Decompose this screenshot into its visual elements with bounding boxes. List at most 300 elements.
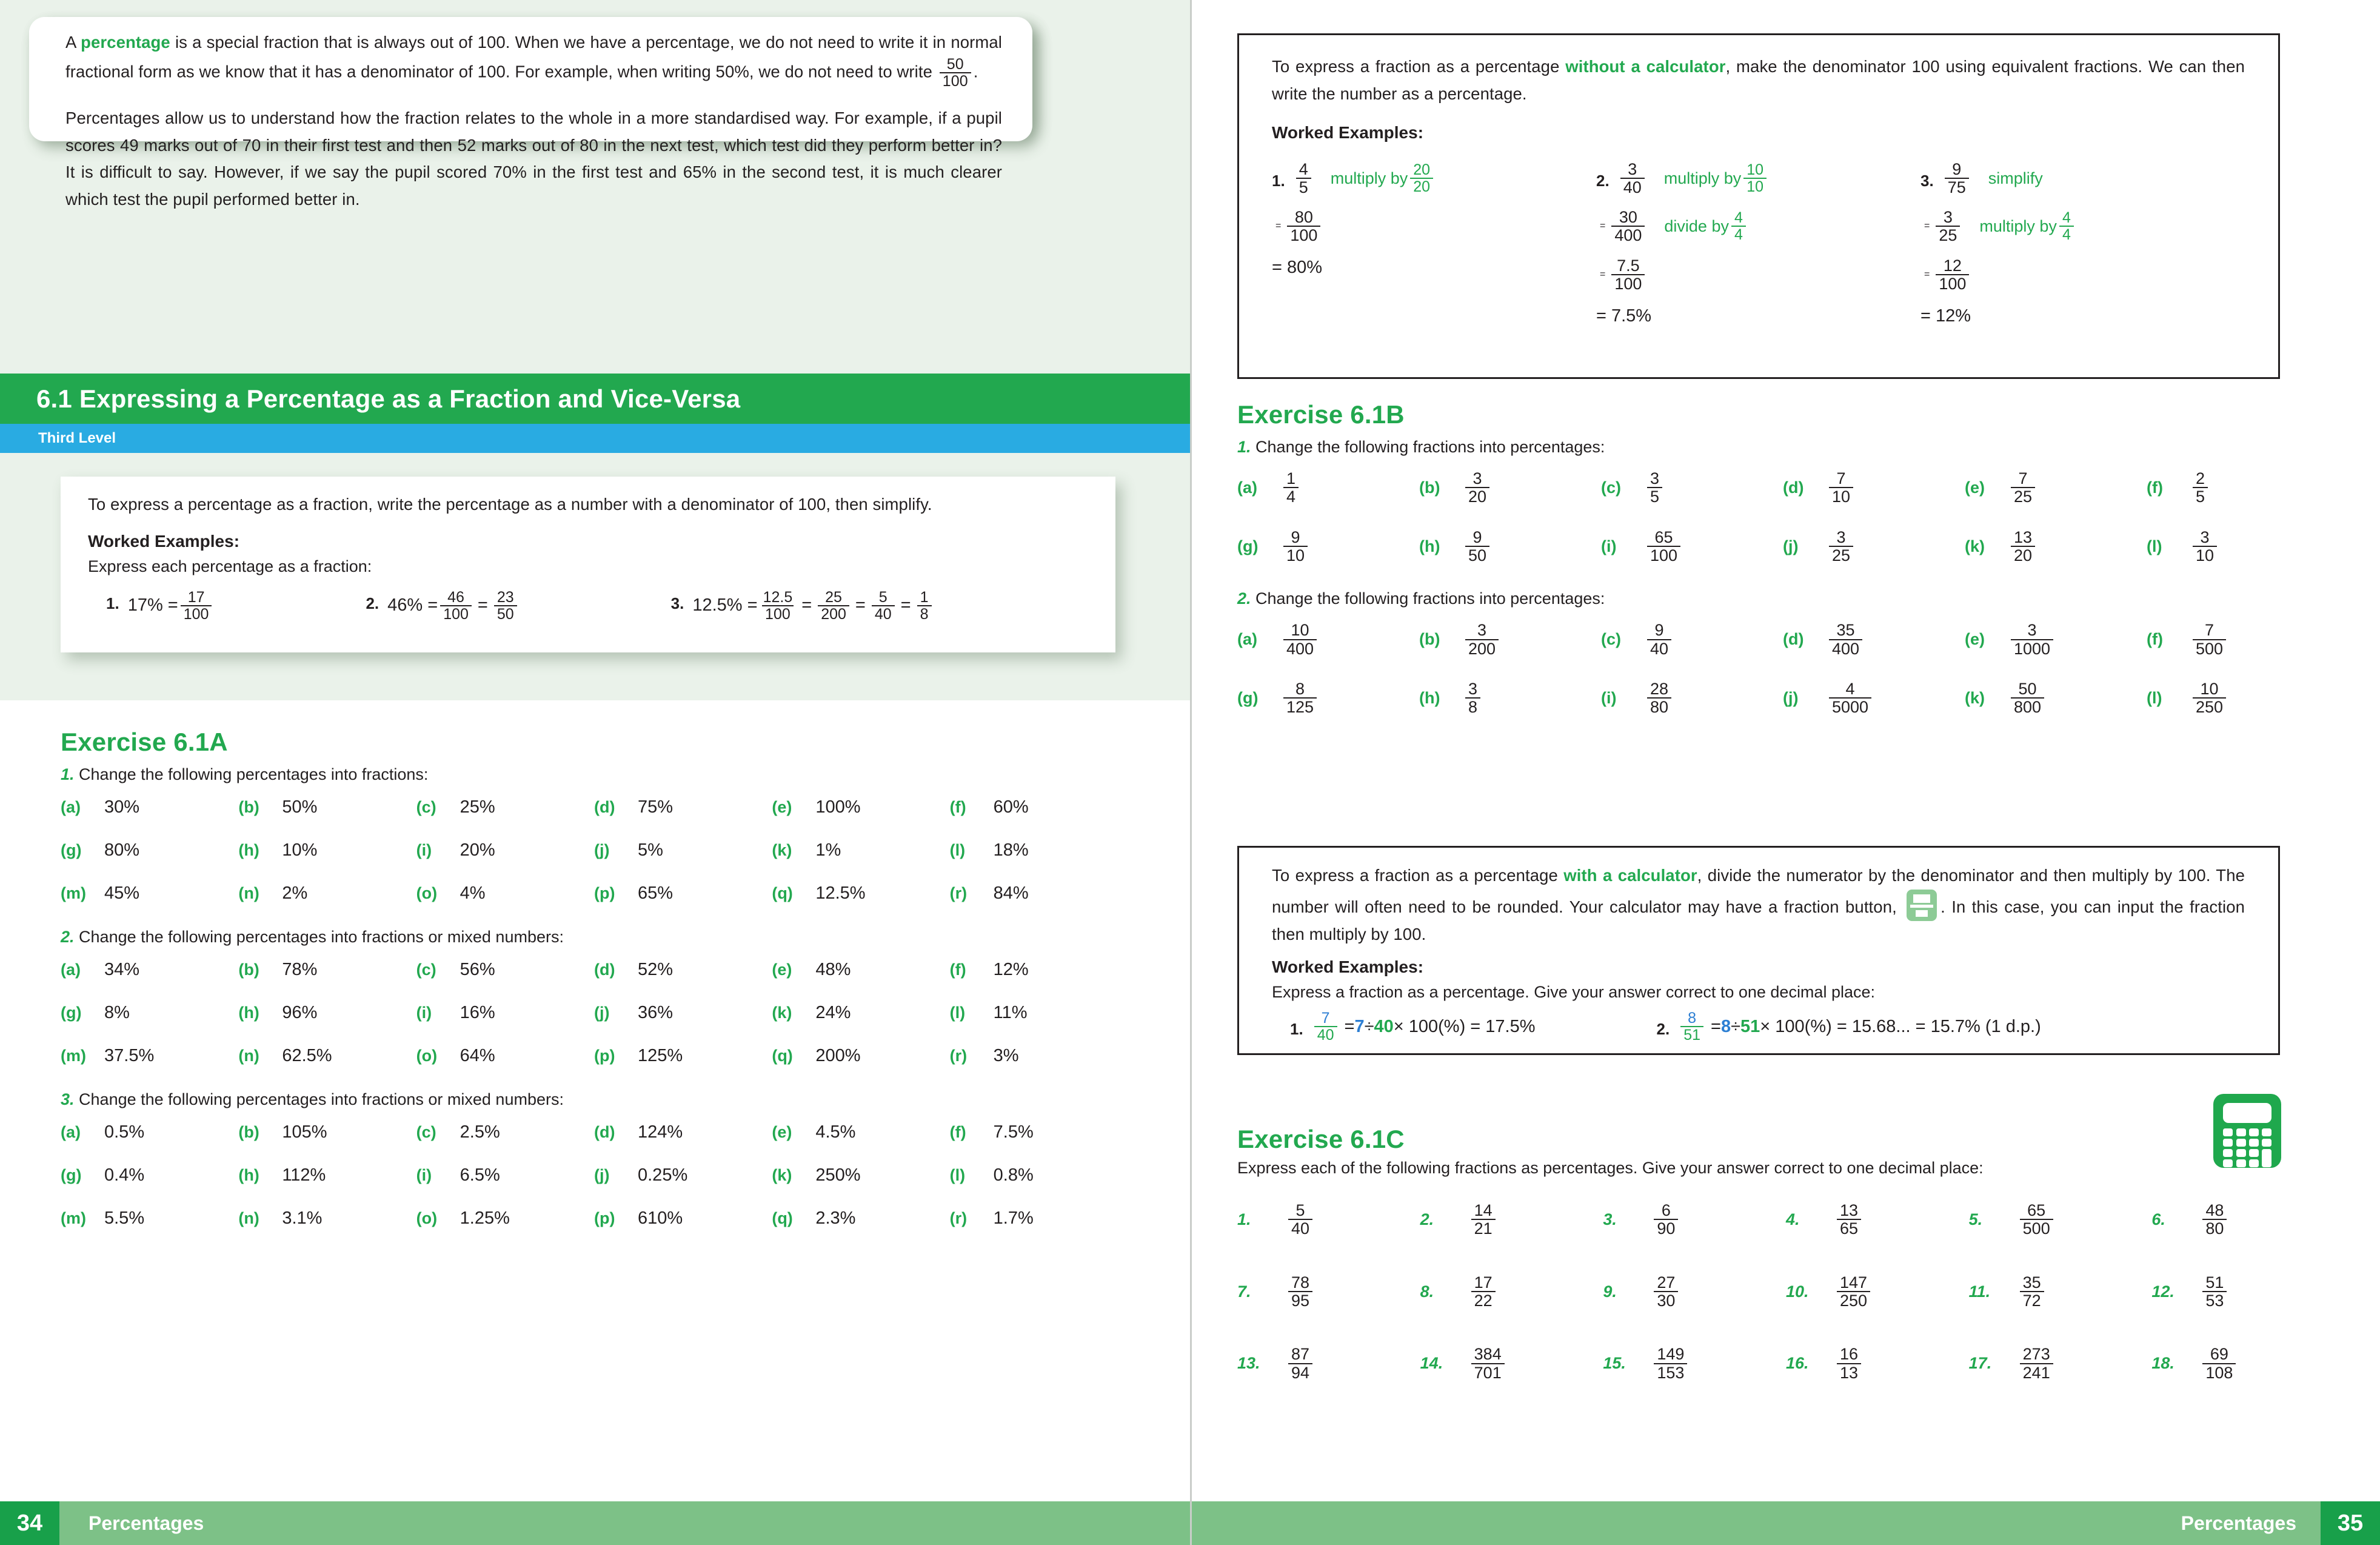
question-item xyxy=(61,1122,238,1142)
item-label: (a) xyxy=(61,1123,81,1141)
item-value: 1.25% xyxy=(460,1208,510,1228)
item-label: (r) xyxy=(949,1047,968,1065)
item-value: 610% xyxy=(638,1208,683,1228)
question-item xyxy=(416,840,594,860)
item-label: (m) xyxy=(61,1047,86,1065)
item-value: 3% xyxy=(993,1046,1019,1065)
worked-line-step2 xyxy=(1596,250,1920,299)
question-item xyxy=(950,1165,1128,1185)
item-value xyxy=(1463,680,1483,716)
question-item xyxy=(772,883,949,903)
item-value: 4% xyxy=(460,883,486,903)
worked-examples-heading: Worked Examples: xyxy=(88,531,240,551)
question-item xyxy=(950,1122,1128,1142)
item-label: 5. xyxy=(1968,1210,1983,1228)
question-item xyxy=(1237,529,1419,565)
item-value xyxy=(1286,1274,1315,1310)
fraction-denominator: 75 xyxy=(1945,178,1969,196)
item-value: 34% xyxy=(104,960,140,979)
worked-example-body xyxy=(387,589,520,623)
item-value xyxy=(1651,1202,1680,1238)
worked-line-result xyxy=(1596,299,1920,333)
fraction-denominator: 100 xyxy=(1611,274,1645,292)
question-item xyxy=(950,1003,1128,1023)
item-value: 8% xyxy=(104,1003,130,1022)
fraction-numerator: 78 xyxy=(1291,1273,1310,1292)
worked-example xyxy=(1290,1010,1536,1044)
question-item xyxy=(1965,470,2147,506)
nocalc-keyword: without a calculator xyxy=(1565,57,1726,76)
fraction-numerator: 27 xyxy=(1657,1273,1676,1292)
fraction-denominator: 400 xyxy=(1611,226,1645,244)
item-label: (n) xyxy=(238,1209,259,1227)
fraction xyxy=(760,589,796,623)
item-label: (n) xyxy=(238,1047,259,1065)
fraction xyxy=(1837,1346,1861,1381)
question-item xyxy=(1420,1274,1603,1310)
fraction xyxy=(1283,680,1317,716)
item-value xyxy=(2200,1346,2238,1381)
question-item xyxy=(1783,529,1965,565)
item-value: 2.5% xyxy=(460,1122,500,1142)
fraction xyxy=(1945,161,1969,196)
worked-note-text: simplify xyxy=(1988,169,2043,187)
item-label: (l) xyxy=(2147,688,2162,707)
item-label: (i) xyxy=(416,1166,432,1184)
fraction-numerator: 149 xyxy=(1657,1345,1685,1364)
item-value xyxy=(1834,1274,1873,1310)
item-value xyxy=(1463,529,1492,565)
item-label: (c) xyxy=(416,1123,436,1141)
calc-text-a: To express a fraction as a percentage xyxy=(1272,866,1564,885)
question-items-grid xyxy=(1237,470,2328,564)
fraction xyxy=(1829,470,1853,506)
item-value: 12.5% xyxy=(815,883,866,903)
item-value: 1% xyxy=(815,840,841,860)
question-item xyxy=(1237,680,1419,716)
item-label: (c) xyxy=(416,960,436,979)
worked-heading-nocalc: Worked Examples: xyxy=(1272,123,1424,142)
item-value xyxy=(1286,1202,1315,1238)
question-items-grid xyxy=(61,797,1128,903)
item-label: (a) xyxy=(61,960,81,979)
intro-paragraph-1 xyxy=(65,29,1002,89)
question-item xyxy=(1601,622,1783,657)
fraction-denominator: 53 xyxy=(2202,1291,2227,1309)
item-value xyxy=(1645,529,1683,565)
item-label: 11. xyxy=(1968,1282,1991,1301)
question-item xyxy=(1603,1274,1786,1310)
question-item xyxy=(772,1122,949,1142)
question-item xyxy=(594,1122,772,1142)
fraction-numerator: 3 xyxy=(1650,469,1660,488)
fraction-denominator: 200 xyxy=(818,605,849,622)
item-label: (b) xyxy=(238,1123,259,1141)
fraction-numerator: 7 xyxy=(1836,469,1846,488)
exercise-6-1b-questions xyxy=(1237,438,2328,716)
question-item xyxy=(416,960,594,980)
worked-line-start xyxy=(1920,155,2245,202)
percentage-keyword: percentage xyxy=(81,33,170,52)
item-label: (f) xyxy=(949,798,966,816)
item-value: 65% xyxy=(638,883,674,903)
fraction-numerator: 46 xyxy=(447,588,464,606)
fraction xyxy=(1283,470,1299,506)
question-item xyxy=(61,1165,238,1185)
question-item xyxy=(238,1122,416,1142)
item-label: (p) xyxy=(594,884,615,902)
question-item xyxy=(950,1046,1128,1066)
question-prompt xyxy=(61,928,1128,947)
worked-examples-calc xyxy=(1272,1010,2245,1044)
item-value: 5.5% xyxy=(104,1208,145,1228)
rule-text-with-calculator xyxy=(1272,862,2245,948)
question-item xyxy=(1965,529,2147,565)
question-item xyxy=(1969,1274,2152,1310)
item-label: 2. xyxy=(1420,1210,1434,1228)
question-item xyxy=(416,883,594,903)
fraction-denominator: 13 xyxy=(1837,1363,1861,1381)
fraction xyxy=(1647,470,1662,506)
worked-example-number: 3. xyxy=(670,594,684,612)
item-value: 1.7% xyxy=(993,1208,1034,1228)
question-item xyxy=(1783,470,1965,506)
worked-line-start xyxy=(1596,155,1920,202)
fraction-denominator: 100 xyxy=(1287,226,1320,244)
fraction-numerator: 80 xyxy=(1294,207,1313,226)
item-label: (d) xyxy=(594,798,615,816)
fraction-denominator: 90 xyxy=(1654,1219,1678,1237)
item-label: (e) xyxy=(772,960,792,979)
item-value: 60% xyxy=(993,797,1029,817)
rule-box-no-calculator-content xyxy=(1272,53,2245,333)
fraction-denominator: 10 xyxy=(1743,178,1767,195)
item-label: (f) xyxy=(949,960,966,979)
fraction-denominator: 40 xyxy=(1647,639,1671,657)
item-value xyxy=(1827,680,1874,716)
worked-note xyxy=(1979,210,2076,243)
question-item xyxy=(1965,622,2147,657)
fraction xyxy=(440,589,472,623)
exercise-6-1b xyxy=(1237,400,2328,716)
fraction-numerator: 147 xyxy=(1839,1273,1868,1292)
question-number: 3. xyxy=(61,1090,75,1108)
fraction-numerator: 35 xyxy=(2022,1273,2041,1292)
fraction-denominator: 94 xyxy=(1288,1363,1312,1381)
exercise-6-1c xyxy=(1237,1125,2335,1381)
fraction xyxy=(1471,1346,1505,1381)
fraction xyxy=(2011,622,2053,657)
fraction-denominator: 701 xyxy=(1471,1363,1505,1381)
intro-paragraph-2: Percentages allow us to understand how the fraction relates to the whole in a more standardised way. For example, if a pupil scores 49 marks out of 70 in their first test and then 52 marks out of 80 in the next test, which test did they perform better in? It is difficult to say. However, if we say the pupil scored 70% in the first test and 65% in the second test, it is much clearer which test the pupil performed better in. xyxy=(65,109,1002,209)
worked-example xyxy=(671,589,934,623)
question-prompt xyxy=(1237,589,2328,608)
worked-example-lhs: 46% = xyxy=(387,595,438,615)
item-value: 84% xyxy=(993,883,1029,903)
item-value: 112% xyxy=(282,1165,326,1185)
fraction-denominator: 95 xyxy=(1288,1291,1312,1309)
fraction xyxy=(2020,1346,2053,1381)
item-label: (a) xyxy=(1237,630,1257,649)
item-label: (h) xyxy=(238,1004,259,1022)
nocalc-text-a: To express a fraction as a percentage xyxy=(1272,57,1566,76)
question-item xyxy=(61,883,238,903)
fraction xyxy=(1611,257,1645,293)
worked-examples-lead: Express each percentage as a fraction: xyxy=(88,557,372,575)
item-value xyxy=(1469,1274,1498,1310)
fraction xyxy=(1288,1202,1312,1238)
question-item xyxy=(238,1046,416,1066)
equals-sign: = xyxy=(1600,221,1606,232)
fraction-denominator: 40 xyxy=(1314,1026,1337,1043)
worked-heading-calc: Worked Examples: xyxy=(1272,957,1424,977)
fraction xyxy=(1620,161,1645,196)
item-label: (h) xyxy=(238,841,259,859)
fraction-numerator: 14 xyxy=(1474,1201,1493,1219)
question-item xyxy=(238,960,416,980)
worked-example xyxy=(1272,155,1596,333)
question-item xyxy=(1969,1346,2152,1381)
fraction-denominator: 125 xyxy=(1283,697,1317,716)
item-label: (k) xyxy=(772,1166,792,1184)
question-item xyxy=(1419,470,1601,506)
item-value: 56% xyxy=(460,960,495,979)
item-label: (m) xyxy=(61,884,86,902)
item-value xyxy=(1827,622,1865,657)
calc-equals: = xyxy=(1344,1016,1355,1036)
item-value xyxy=(2190,622,2228,657)
fraction-denominator: 250 xyxy=(1837,1291,1870,1309)
fraction-numerator: 69 xyxy=(2210,1345,2228,1364)
item-value xyxy=(2017,1346,2056,1381)
fraction-numerator: 10 xyxy=(1291,621,1309,640)
item-label: (j) xyxy=(1783,688,1799,707)
item-label: (c) xyxy=(1601,630,1621,649)
item-value xyxy=(2200,1274,2229,1310)
rule-box-with-calculator-content xyxy=(1272,862,2245,1044)
question-item xyxy=(1969,1202,2152,1238)
worked-example-number: 2. xyxy=(1596,171,1610,190)
fraction xyxy=(1654,1346,1687,1381)
item-value xyxy=(1469,1202,1498,1238)
exercise-6-1a xyxy=(61,728,1128,1228)
item-label: (i) xyxy=(416,1004,432,1022)
fraction xyxy=(917,589,932,623)
fraction-numerator: 17 xyxy=(187,588,205,606)
fraction-button-icon xyxy=(1907,890,1937,921)
worked-example-tail xyxy=(1345,1017,1536,1037)
item-value: 36% xyxy=(638,1003,674,1022)
fraction xyxy=(872,589,895,623)
equals-sign: = xyxy=(900,595,911,615)
fraction xyxy=(1647,680,1671,716)
fraction-denominator: 153 xyxy=(1654,1363,1687,1381)
equals-sign: = xyxy=(1924,221,1930,232)
item-value: 45% xyxy=(104,883,140,903)
worked-examples-nocalc xyxy=(1272,155,2245,333)
fraction-numerator: 10 xyxy=(1747,161,1764,178)
fraction-numerator: 4 xyxy=(1734,209,1743,226)
item-value: 24% xyxy=(815,1003,851,1022)
question-item xyxy=(1786,1274,1969,1310)
fraction xyxy=(1296,161,1311,196)
item-label: (f) xyxy=(2147,630,2163,649)
worked-example xyxy=(106,589,214,623)
question-item xyxy=(1237,1274,1420,1310)
item-value: 100% xyxy=(815,797,861,817)
item-label: (c) xyxy=(416,798,436,816)
fraction-denominator: 30 xyxy=(1654,1291,1678,1309)
item-label: 17. xyxy=(1968,1354,1992,1373)
fraction xyxy=(1654,1202,1678,1238)
worked-example-number: 1. xyxy=(1290,1019,1303,1038)
question-item xyxy=(238,1165,416,1185)
fraction-numerator: 87 xyxy=(1291,1345,1310,1364)
question-item xyxy=(1237,1202,1420,1238)
fraction-numerator: 48 xyxy=(2205,1201,2224,1219)
item-label: (e) xyxy=(1965,478,1985,497)
exercise-6-1c-grid xyxy=(1237,1202,2335,1381)
fraction-denominator: 5 xyxy=(2193,487,2208,505)
item-label: 12. xyxy=(2151,1282,2174,1301)
exercise-6-1b-title: Exercise 6.1B xyxy=(1237,400,1405,429)
item-label: (e) xyxy=(772,1123,792,1141)
item-value: 96% xyxy=(282,1003,318,1022)
item-label: (l) xyxy=(949,1166,966,1184)
fraction-numerator: 4 xyxy=(1299,159,1308,178)
exercise-6-1a-title: Exercise 6.1A xyxy=(61,728,228,756)
question-item xyxy=(1420,1346,1603,1381)
item-label: (j) xyxy=(594,1004,610,1022)
fraction-denominator: 65 xyxy=(1837,1219,1861,1237)
question-item xyxy=(2151,1202,2335,1238)
item-value: 16% xyxy=(460,1003,495,1022)
question-item xyxy=(772,797,949,817)
question-item xyxy=(594,1208,772,1228)
worked-line-start xyxy=(1272,155,1596,202)
calc-denominator: 51 xyxy=(1740,1016,1760,1036)
item-label: (o) xyxy=(416,884,438,902)
worked-example-lhs: 12.5% = xyxy=(692,595,758,615)
item-label: 18. xyxy=(2151,1354,2174,1373)
question-item xyxy=(238,840,416,860)
fraction-numerator: 17 xyxy=(1474,1273,1493,1292)
item-value: 2% xyxy=(282,883,308,903)
calc-equals: = xyxy=(1711,1016,1721,1036)
item-label: (o) xyxy=(416,1209,438,1227)
fraction-numerator: 9 xyxy=(1291,528,1300,546)
item-value: 11% xyxy=(993,1003,1028,1022)
question-item xyxy=(416,1165,594,1185)
fraction-numerator: 6 xyxy=(1661,1201,1671,1219)
question-item xyxy=(1603,1202,1786,1238)
fraction-denominator: 20 xyxy=(2011,546,2035,564)
item-label: (p) xyxy=(594,1047,615,1065)
question-item xyxy=(238,883,416,903)
fraction-denominator: 1000 xyxy=(2011,639,2053,657)
item-label: (g) xyxy=(1237,688,1259,707)
equals-sign: = xyxy=(1924,269,1930,280)
fraction xyxy=(1936,209,1960,244)
item-value: 6.5% xyxy=(460,1165,500,1185)
question-number: 2. xyxy=(1237,589,1251,608)
question-item xyxy=(1419,622,1601,657)
fraction-denominator: 8 xyxy=(1465,697,1480,716)
calc-numerator: 7 xyxy=(1354,1016,1365,1036)
fraction-denominator: 800 xyxy=(2011,697,2044,716)
worked-note-text: multiply by xyxy=(1663,169,1742,187)
footer-bar-right xyxy=(1192,1501,2321,1545)
fraction-denominator: 25 xyxy=(1829,546,1853,564)
item-label: (f) xyxy=(949,1123,966,1141)
fraction-denominator: 22 xyxy=(1471,1291,1496,1309)
item-value: 2.3% xyxy=(815,1208,856,1228)
fraction-numerator: 7 xyxy=(2205,621,2215,640)
item-value: 0.5% xyxy=(104,1122,145,1142)
question-item xyxy=(61,840,238,860)
fraction-numerator: 13 xyxy=(1839,1201,1859,1219)
item-value: 64% xyxy=(460,1046,495,1065)
question-item xyxy=(416,1003,594,1023)
fraction xyxy=(1465,470,1489,506)
question-item xyxy=(950,840,1128,860)
worked-note xyxy=(1988,169,2043,188)
fraction xyxy=(1410,162,1433,195)
item-label: (l) xyxy=(2147,537,2162,555)
fraction-numerator: 8 xyxy=(1295,680,1305,699)
item-value xyxy=(2190,680,2228,716)
calc-text-c: . In this case, you can input the fraction then multiply by 100. xyxy=(1272,897,2245,943)
question-item xyxy=(238,797,416,817)
item-label: 13. xyxy=(1237,1354,1260,1373)
item-value xyxy=(1281,622,1319,657)
item-label: (q) xyxy=(772,1209,793,1227)
worked-line-step1 xyxy=(1272,202,1596,250)
item-label: 1. xyxy=(1237,1210,1251,1228)
worked-note xyxy=(1331,162,1436,195)
item-label: (h) xyxy=(1419,688,1440,707)
item-value xyxy=(1834,1202,1864,1238)
worked-example-number: 1. xyxy=(106,594,119,612)
worked-note-text: divide by xyxy=(1664,216,1729,235)
item-value xyxy=(1281,529,1310,565)
question-item xyxy=(2147,680,2328,716)
question-text: Change the following fractions into percentages: xyxy=(1251,589,1605,608)
fraction-denominator: 100 xyxy=(440,605,472,622)
fraction-numerator: 5 xyxy=(1295,1201,1305,1219)
item-label: (d) xyxy=(1783,478,1804,497)
item-label: (j) xyxy=(594,1166,610,1184)
fraction xyxy=(1936,257,1969,293)
item-label: (c) xyxy=(1601,478,1621,497)
fraction xyxy=(1283,622,1317,657)
item-value: 80% xyxy=(104,840,140,860)
fraction-denominator: 25 xyxy=(1936,226,1960,244)
worked-example-tail xyxy=(1711,1017,2041,1037)
question-text: Change the following percentages into fractions or mixed numbers: xyxy=(74,1090,564,1108)
calc-result: × 100(%) = 15.68... = 15.7% (1 d.p.) xyxy=(1760,1016,2041,1036)
fraction-denominator: 108 xyxy=(2202,1363,2236,1381)
question-item xyxy=(1786,1346,1969,1381)
item-label: 10. xyxy=(1785,1282,1809,1301)
fraction xyxy=(1465,680,1480,716)
question-items-grid xyxy=(61,1122,1128,1228)
item-value xyxy=(1286,1346,1315,1381)
fraction-denominator: 21 xyxy=(1471,1219,1496,1237)
fraction-numerator: 7.5 xyxy=(1617,256,1640,275)
intro-text-block xyxy=(65,29,1002,213)
item-value: 124% xyxy=(638,1122,683,1142)
